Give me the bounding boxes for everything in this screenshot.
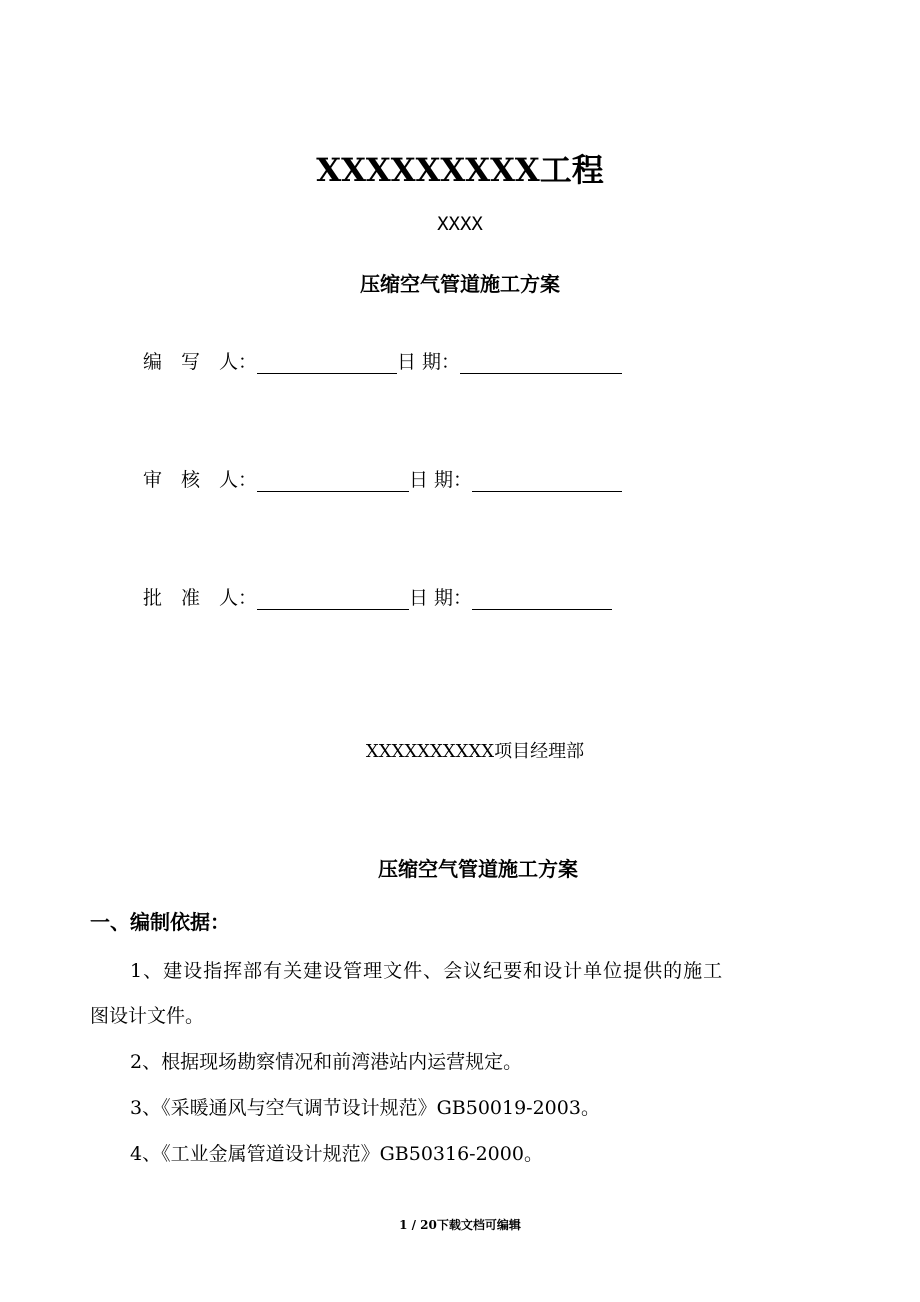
subtitle: XXXX	[437, 213, 483, 235]
list-item: 4、《工业金属管道设计规范》GB50316-2000。	[130, 1143, 543, 1165]
section-heading: 一、编制依据：	[90, 910, 230, 934]
date-label: 日 期：	[409, 469, 473, 491]
signature-row-writer	[143, 347, 622, 374]
name-blank	[257, 589, 409, 610]
list-item: 1、建设指挥部有关建设管理文件、会议纪要和设计单位提供的施工	[130, 960, 724, 982]
date-blank	[460, 353, 622, 374]
page-footer: 1 / 20下载文档可编辑	[399, 1218, 521, 1232]
list-item: 3、《采暖通风与空气调节设计规范》GB50019-2003。	[130, 1097, 600, 1119]
project-title: XXXXXXXXX工程	[316, 151, 604, 189]
role-label: 批 准 人：	[143, 587, 258, 609]
role-label: 编 写 人：	[143, 351, 258, 373]
role-label: 审 核 人：	[143, 469, 258, 491]
date-blank	[472, 589, 612, 610]
name-blank	[257, 353, 397, 374]
list-item: 2、根据现场勘察情况和前湾港站内运营规定。	[130, 1051, 523, 1073]
date-label: 日 期：	[397, 351, 461, 373]
date-blank	[472, 471, 622, 492]
signature-row-approver	[143, 583, 612, 610]
doc-title: 压缩空气管道施工方案	[360, 272, 560, 296]
body-title: 压缩空气管道施工方案	[378, 857, 578, 881]
date-label: 日 期：	[409, 587, 473, 609]
signature-row-reviewer	[143, 465, 622, 492]
list-item: 图设计文件。	[90, 1005, 205, 1027]
org-name: XXXXXXXXXX项目经理部	[365, 741, 585, 762]
name-blank	[257, 471, 409, 492]
